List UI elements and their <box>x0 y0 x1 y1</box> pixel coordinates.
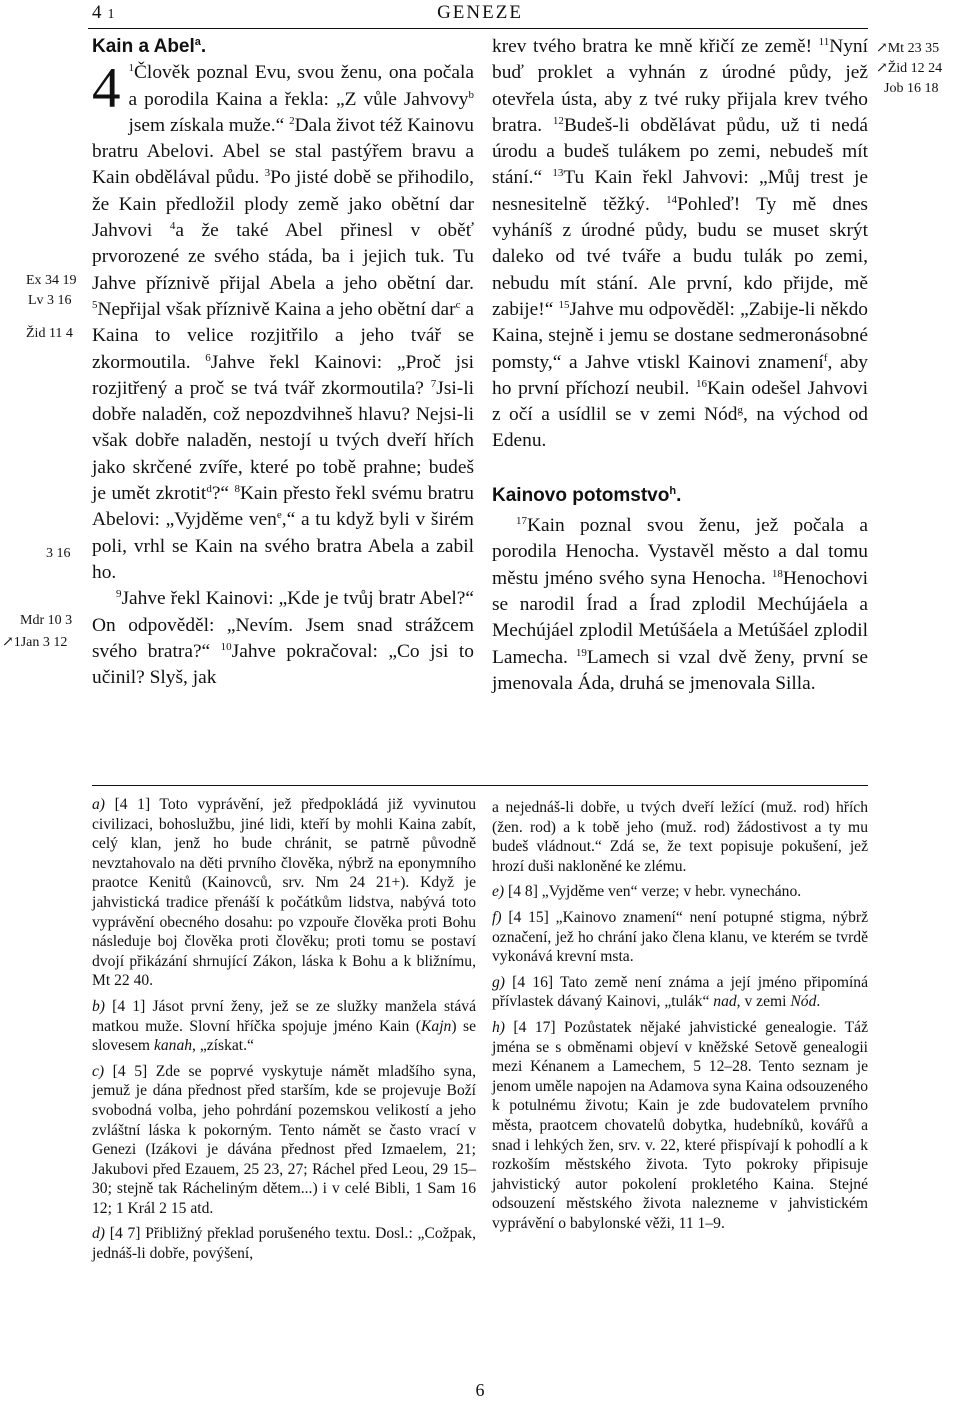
margin-ref: Lv 3 16 <box>28 293 72 308</box>
footnote: g) [4 16] Tato země není známa a její jméno připomíná přívlastek dávaný Kainovi, „tulák“ nad, v zemi Nód. <box>492 973 868 1011</box>
margin-ref: ↗Mt 23 35 <box>876 41 940 56</box>
footnote: c) [4 5] Zde se poprvé vyskytuje námět mladšího syna, jemuž je dána přednost před starším, kde se projevuje Boží svobodná volba, jeho pohrdání pozemskou velikostí a jeho zvláštní láska k pokorným. Tento námět se často vrací v Genezi (Izákovi je dávána přednost před Izmaelem, 21; Jakubovi před Ezauem, 25 23, 27; Ráchel před Leou, 29 15–30; stejně tak Rácheliným dětem...) i v celé Bibli, 1 Sam 16 12; 1 Král 2 15 atd. <box>92 1062 476 1217</box>
header-rule <box>88 28 868 29</box>
paragraph: $^9$Jahve řekl Kainovi: „Kde je tvůj bratr Abel?“ On odpověděl: „Nevím. Jsem snad strážcem svého bratra?“ $^{10}$Jahve pokračoval: „Co jsi to učinil? Slyš, jak <box>92 588 474 689</box>
margin-ref: Mdr 10 3 <box>20 613 73 628</box>
paragraph: 4 $^1$Člověk poznal Evu, svou ženu, ona počala a porodila Kaina a řekla: „Z vůle Jahvovy$^b$ jsem získala muže.“ $^2$Dala život též Kainovu bratru Abelovi. Abel se stal pastýřem bravu a Kain obdělával půdu. $^3$Po jisté době se přihodilo, že Kain předložil plody země jako obětní dar Jahvovi $^4$a že také Abel přinesl v oběť prvorozené ze svého stáda, ba i jejich tuk. Tu Jahve příznivě přijal Abela a jeho obětní dar. $^5$Nepřijal však příznivě Kaina a jeho obětní dar$^c$ a Kaina to velice rozjitřilo a jeho tvář se zkormoutila. $^6$Jahve řekl Kainovi: „Proč jsi rozjitřený a proč se tvá tvář zkormoutila? $^7$Jsi-li dobře naladěn, což nepozdvihneš hlavu? Nejsi-li však dobře naladěn, nestojí u tvých dveří hřích jako skrčené zvíře, které po tobě prahne; budeš je umět zkrotit$^d$?“ $^8$Kain přesto řekl svému bratru Abelovi: „Vyjděme ven$^e$,“ a tu když byli v širém poli, vrhl se Kain na svého bratra Abela a zabil ho. <box>92 57 475 583</box>
footnote: d) [4 7] Přibližný překlad porušeného textu. Dosl.: „Cožpak, jednáš-li dobře, povýšení, <box>92 1225 476 1263</box>
footnote: a) [4 1] Toto vyprávění, jež předpokládá již vyvinutou civilizaci, bohoslužbu, jiné lidi, kteří by mohli Kaina zabít, celý klan, jenž ho bude chránit, se patrně původně nevztahovalo na děti prvního člověka, nýbrž na eponymního praotce Kenitů (Kainovců, srv. Nm 24 21+). Když je jahvistická tradice přenáší k počátkům lidstva, nabývá toto vyprávění obecného dosahu: po vzpouře člověka proti Bohu následuje boj člověka proti člověku; proti tomu se postaví dvojí přikázání shrnující Zákon, láska k Bohu a k bližnímu, Mt 22 40. <box>92 796 476 990</box>
text-column-left <box>92 34 474 691</box>
footnote: a nejednáš-li dobře, u tvých dveří ležící (muž. rod) hřích (žen. rod) a k tobě jeho (muž. rod) žádostivost a ty mu budeš vládnout.“ Zdá se, že text popisuje pokušení, jež hrozí duši nakloněné ke zlému. <box>492 799 868 875</box>
footnote: b) [4 1] Jásot první ženy, jež se ze služky manželа stává matkou muže. Slovní hříčka spojuje jméno Kain (Kajn) se slovesem kanah, „získat.“ <box>92 997 476 1055</box>
margin-ref: ↗1Jan 3 12 <box>2 635 68 650</box>
footnotes-right <box>492 798 868 1239</box>
running-head-chapter: 4 1 <box>92 2 115 23</box>
footnote: h) [4 17] Pozůstatek nějaké jahvistické genealogie. Táž jména se s obměnami objeví v kněžské Setově genealogii mezi Kénanem a Lamechem, 5 12–28. Tento seznam je jenom uměle napojen na Adamova syna Kaina odsouzeného k potulnému životu; Kain je zde budovatelem prvního města, praotcem chovatelů dobytka, hudebníků, kovářů a snad i lehkých žen, srv. v. 22, které přispívají k pohodlí a k rozkoším městského života. Tyto pokroky připisuje jahvistický autor pokolení prokletého Kaina. Stejné odsouzení městského života nalezneme v jahvistickém vyprávění o babylonské věži, 11 1–9. <box>492 1018 868 1232</box>
paragraph: krev tvého bratra ke mně křičí ze země! $^{11}$Nyní buď proklet a vyhnán z úrodné půdy, jež otevřela ústa, aby z tvé ruky přijala krev tvého bratra. $^{12}$Budeš-li obdělávat půdu, už ti nedá úrodu a budeš tulákem po zemi, nebudeš mít stání.“ $^{13}$Tu Kain řekl Jahvovi: „Můj trest je nesnesitelně těžký. $^{14}$Pohleď! Ty mě dnes vyháníš z úrodné půdy, budu se muset skrýt daleko od tvé tváře a budu tulák po zemi, nebudu mít stání. Ale první, kdo přijde, mě zabije!“ $^{15}$Jahve mu odpověděl: „Zabije-li někdo Kaina, stejně i jemu se dostane sedmeronásobné pomsty,“ a Jahve vtiskl Kainovi znamení$^f$, aby ho první příchozí neubil. $^{16}$Kain odešel Jahvovi z očí a usídlil se v zemi Nód$^g$, na východ od Edenu. <box>492 36 869 452</box>
section-title: Kainovo potomstvo$^h$. <box>492 484 682 506</box>
section-title: Kain a Abel$^a$. <box>92 36 207 57</box>
margin-ref: Ex 34 19 <box>26 273 77 288</box>
margin-ref: Job 16 18 <box>884 81 939 96</box>
paragraph: $^{17}$Kain poznal svou ženu, jež počala a porodila Henocha. Vystavěl město a dal tomu městu jméno svého syna Henocha. $^{18}$Henochovi se narodil Írad a Írad zplodil Mechújáela a Mechújáel zplodil Metúšáela a Metúšáel zplodil Lamecha. $^{19}$Lamech si vzal dvě ženy, první se jmenovala Áda, druhá se jmenovala Silla. <box>492 515 868 694</box>
footnote: e) [4 8] „Vyjděme ven“ verze; v hebr. vynecháno. <box>492 883 802 901</box>
chapter-dropcap: 4 <box>92 57 121 121</box>
footnote-rule <box>92 785 868 786</box>
running-head-book: GENEZE <box>437 2 523 23</box>
footnotes-left <box>92 795 476 1270</box>
margin-ref: 3 16 <box>46 546 71 561</box>
margin-ref: ↗Žid 12 24 <box>876 61 943 76</box>
page-number: 6 <box>475 1380 485 1400</box>
footnote: f) [4 15] „Kainovo znamení“ není potupné stigma, nýbrž označení, jež ho chrání jako člena klanu, ve kterém se tvrdě vykonává krevní msta. <box>492 908 868 966</box>
margin-ref: Žid 11 4 <box>26 326 73 341</box>
text-column-right <box>492 34 868 697</box>
